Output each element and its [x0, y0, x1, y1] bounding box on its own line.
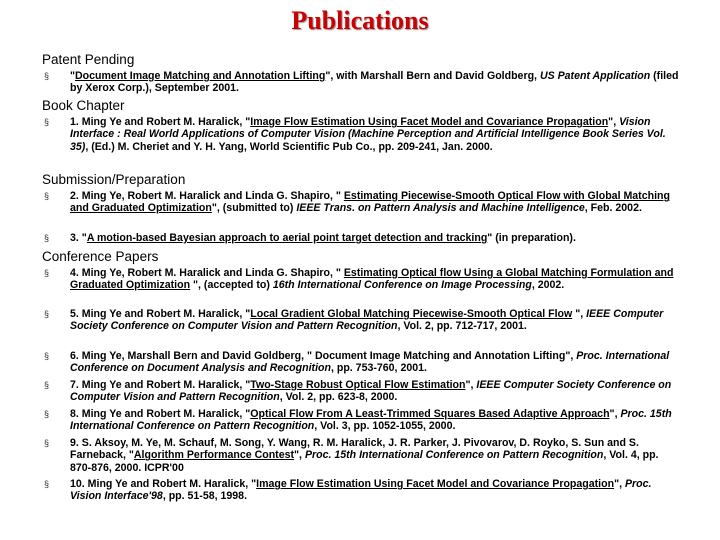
list-item: 5. Ming Ye and Robert M. Haralick, "Local Gradient Global Matching Piecewise-Smooth Optical Flow ", IEEE Computer Society Conference on Computer Vision and Pattern Recognition, Vol. 2, pp. 712-717, 2001. — [70, 308, 664, 333]
publication-link[interactable]: Document Image Matching and Annotation Lifting — [75, 70, 326, 82]
list-item: 8. Ming Ye and Robert M. Haralick, "Optical Flow From A Least-Trimmed Squares Based Adaptive Approach", Proc. 15th International Conference on Pattern Recognition, Vol. 3, pp. 1052-1055, 2000. — [70, 408, 672, 433]
publication-link[interactable]: A motion-based Bayesian approach to aerial point target detection and tracking — [86, 232, 488, 244]
bullet-icon: § — [44, 268, 50, 278]
bullet-icon: § — [44, 409, 50, 419]
list-item: 7. Ming Ye and Robert M. Haralick, "Two-Stage Robust Optical Flow Estimation", IEEE Computer Society Conference on Computer Vision and Pattern Recognition, Vol. 2, pp. 623-8, 2000. — [70, 379, 672, 404]
publication-link[interactable]: Two-Stage Robust Optical Flow Estimation — [250, 379, 466, 391]
section-heading-patent: Patent Pending — [42, 52, 135, 67]
list-item: 1. Ming Ye and Robert M. Haralick, "Image Flow Estimation Using Facet Model and Covariance Propagation", Vision Interface : Real World Applications of Computer Vision (Machine Perception and Artificial Intelligence Book Series Vol. 35), (Ed.) M. Cheriet and Y. H. Yang, World Scientific Pub Co., pp. 209-241, Jan. 2000. — [70, 116, 666, 153]
bullet-icon: § — [44, 233, 50, 243]
bullet-icon: § — [44, 479, 50, 489]
publication-link[interactable]: Image Flow Estimation Using Facet Model and Covariance Propagation — [250, 116, 609, 128]
section-heading-book: Book Chapter — [42, 98, 125, 113]
publication-link[interactable]: Local Gradient Global Matching Piecewise-Smooth Optical Flow — [250, 308, 573, 320]
list-item: 6. Ming Ye, Marshall Bern and David Goldberg, " Document Image Matching and Annotation Lifting", Proc. International Conference on Document Analysis and Recognition, pp. 753-760, 2001. — [70, 350, 670, 375]
publication-link[interactable]: Optical Flow From A Least-Trimmed Squares Based Adaptive Approach — [250, 408, 610, 420]
publication-link[interactable]: Estimating Optical flow Using a Global Matching Formulation and Graduated Optimization — [70, 267, 674, 292]
bullet-icon: § — [44, 438, 50, 448]
bullet-icon: § — [44, 191, 50, 201]
list-item: 3. "A motion-based Bayesian approach to aerial point target detection and tracking" (in preparation). — [70, 232, 576, 244]
section-heading-conference: Conference Papers — [42, 249, 159, 264]
bullet-icon: § — [44, 351, 50, 361]
section-heading-submission: Submission/Preparation — [42, 172, 186, 187]
bullet-icon: § — [44, 309, 50, 319]
list-item: 2. Ming Ye, Robert M. Haralick and Linda G. Shapiro, " Estimating Piecewise-Smooth Optical Flow with Global Matching and Graduated Optimization", (submitted to) IEEE Trans. on Pattern Analysis and Machine Intelligence, Feb. 2002. — [70, 190, 670, 215]
bullet-icon: § — [44, 380, 50, 390]
list-item: 4. Ming Ye, Robert M. Haralick and Linda G. Shapiro, " Estimating Optical flow Using a Global Matching Formulation and Graduated Optimization ", (accepted to) 16th International Conference on Image Processing, 2002. — [70, 267, 674, 292]
publication-link[interactable]: Algorithm Performance Contest — [133, 449, 295, 462]
page-title: Publications — [291, 6, 429, 35]
bullet-icon: § — [44, 71, 50, 81]
publication-link[interactable]: Estimating Piecewise-Smooth Optical Flow with Global Matching and Graduated Optimization — [70, 190, 670, 215]
list-item: "Document Image Matching and Annotation Lifting", with Marshall Bern and David Goldberg, US Patent Application (filed by Xerox Corp.), September 2001. — [70, 70, 679, 95]
bullet-icon: § — [44, 117, 50, 127]
list-item: 10. Ming Ye and Robert M. Haralick, "Image Flow Estimation Using Facet Model and Covariance Propagation", Proc. Vision Interface'98, pp. 51-58, 1998. — [70, 478, 652, 503]
list-item: 9. S. Aksoy, M. Ye, M. Schauf, M. Song, Y. Wang, R. M. Haralick, J. R. Parker, J. Pivovarov, D. Royko, S. Sun and S. Farneback, "Algorithm Performance Contest", Proc. 15th International Conference on Pattern Recognition, Vol. 4, pp. 870-876, 2000. ICPR'00 — [70, 437, 659, 474]
publication-link[interactable]: Image Flow Estimation Using Facet Model and Covariance Propagation — [256, 478, 615, 490]
